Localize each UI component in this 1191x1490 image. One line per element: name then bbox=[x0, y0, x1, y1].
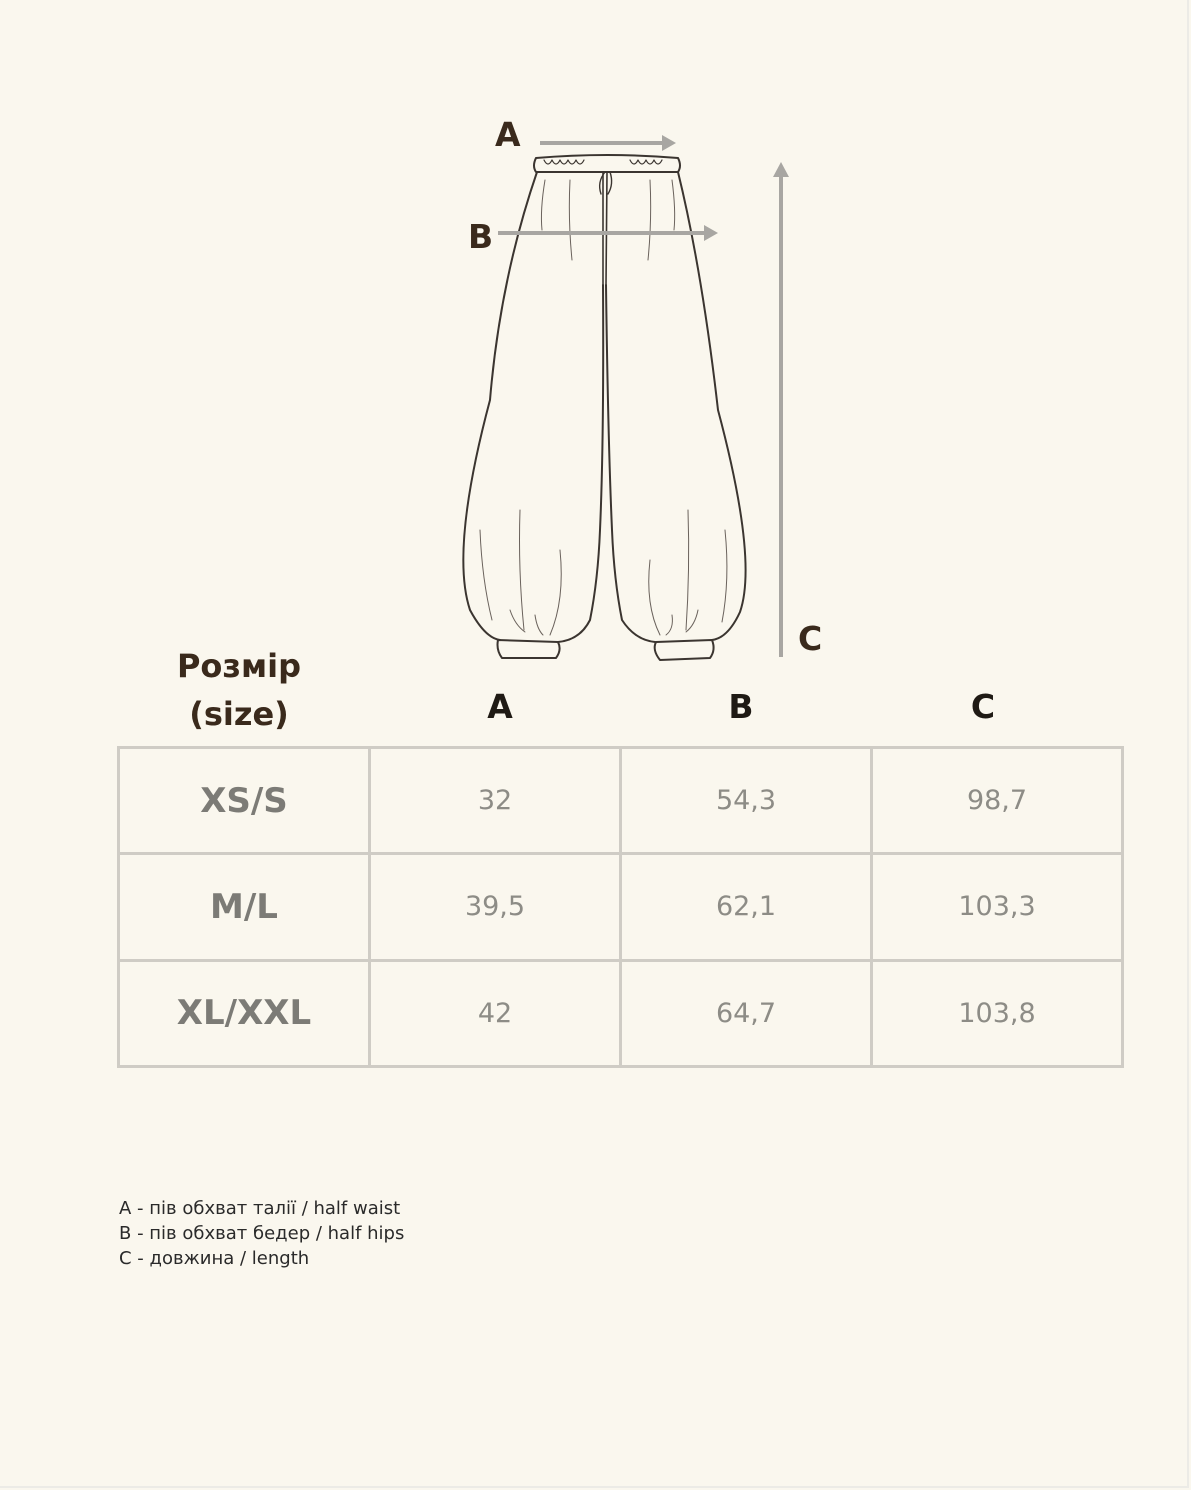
size-heading-ukrainian: Розмір bbox=[176, 647, 302, 685]
pants-illustration bbox=[440, 110, 860, 680]
legend-item-a: A - пів обхват талії / half waist bbox=[119, 1198, 401, 1219]
arrow-a-head bbox=[662, 135, 676, 151]
size-cell: M/L bbox=[119, 854, 370, 960]
dimension-label-a: A bbox=[495, 115, 521, 154]
right-cuff bbox=[655, 640, 714, 660]
size-table bbox=[117, 746, 1124, 1068]
legend-item-c: C - довжина / length bbox=[119, 1248, 310, 1269]
table-row bbox=[119, 960, 1123, 1066]
pants-diagram bbox=[440, 110, 860, 680]
value-cell-a: 39,5 bbox=[370, 854, 621, 960]
size-heading-english: (size) bbox=[189, 695, 289, 733]
value-cell-b: 54,3 bbox=[621, 748, 872, 854]
table-row bbox=[119, 854, 1123, 960]
legend-item-b: B - пів обхват бедер / half hips bbox=[119, 1223, 405, 1244]
column-header-a: A bbox=[487, 687, 513, 726]
column-header-c: C bbox=[970, 687, 996, 726]
table-row bbox=[119, 748, 1123, 854]
value-cell-b: 64,7 bbox=[621, 960, 872, 1066]
value-cell-a: 32 bbox=[370, 748, 621, 854]
column-header-b: B bbox=[728, 687, 754, 726]
value-cell-c: 103,8 bbox=[872, 960, 1123, 1066]
size-cell: XL/XXL bbox=[119, 960, 370, 1066]
size-column-heading bbox=[150, 642, 328, 738]
dimension-label-b: B bbox=[468, 217, 494, 256]
left-cuff bbox=[498, 640, 560, 658]
dimension-label-c: C bbox=[798, 619, 823, 658]
size-cell: XS/S bbox=[119, 748, 370, 854]
arrow-c-head bbox=[773, 162, 789, 177]
value-cell-b: 62,1 bbox=[621, 854, 872, 960]
value-cell-c: 103,3 bbox=[872, 854, 1123, 960]
measurement-legend bbox=[119, 1196, 404, 1271]
value-cell-c: 98,7 bbox=[872, 748, 1123, 854]
arrow-b-head bbox=[704, 225, 718, 241]
value-cell-a: 42 bbox=[370, 960, 621, 1066]
